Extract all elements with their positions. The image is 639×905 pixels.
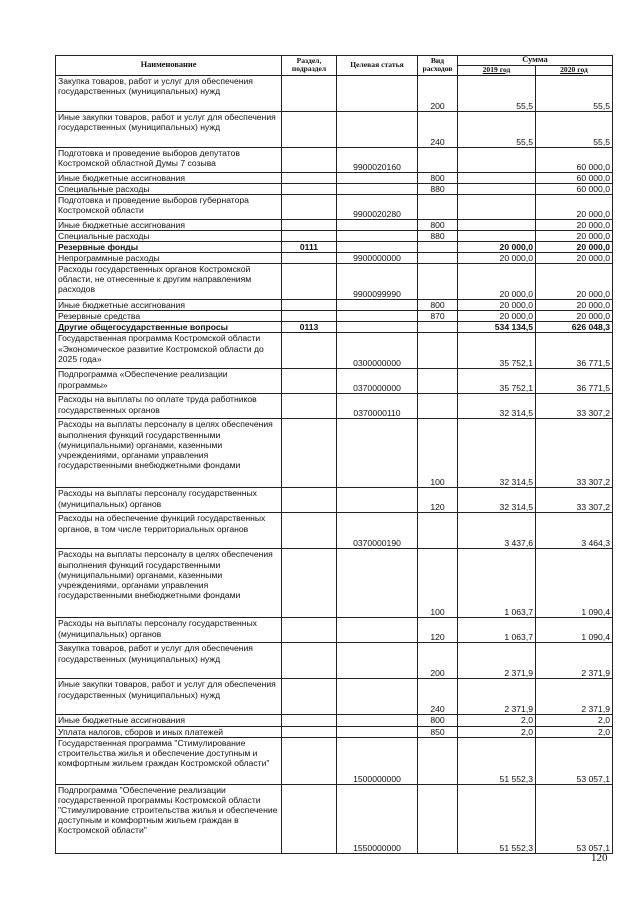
table-row xyxy=(56,194,613,219)
row-target-cell xyxy=(337,679,418,715)
row-2019-cell xyxy=(458,194,536,219)
row-2019-cell: 35 752,1 xyxy=(458,369,536,394)
row-type-cell: 850 xyxy=(418,726,458,737)
row-2020-cell: 55,5 xyxy=(536,111,613,147)
row-2020-cell: 20 000,0 xyxy=(536,300,613,311)
row-target-cell: 9900000000 xyxy=(337,253,418,264)
row-target-cell xyxy=(337,311,418,322)
row-type-cell: 100 xyxy=(418,419,458,488)
row-type-cell: 240 xyxy=(418,111,458,147)
row-2020-cell: 60 000,0 xyxy=(536,172,613,183)
table-body xyxy=(56,75,613,853)
row-target-cell: 9900020280 xyxy=(337,194,418,219)
row-target-cell xyxy=(337,219,418,230)
row-2020-cell: 33 307,2 xyxy=(536,488,613,513)
row-2019-cell xyxy=(458,230,536,241)
table-row xyxy=(56,369,613,394)
row-section-cell xyxy=(282,679,337,715)
budget-table xyxy=(55,55,613,854)
row-name-cell: Резервные средства xyxy=(56,311,282,322)
table-row xyxy=(56,737,613,784)
table-row xyxy=(56,726,613,737)
row-2020-cell: 36 771,5 xyxy=(536,369,613,394)
row-name-cell: Подготовка и проведение выборов губернатора Костромской области xyxy=(56,194,282,219)
row-section-cell: 0111 xyxy=(282,241,337,252)
row-type-cell xyxy=(418,394,458,419)
row-name-cell: Подпрограмма "Обеспечение реализации государственной программы Костромской области "Стимулирование строительства жилья и обеспечение доступным и комфортным жильем граждан в Костромской области" xyxy=(56,784,282,853)
table-row xyxy=(56,75,613,111)
row-target-cell: 0300000000 xyxy=(337,333,418,369)
row-type-cell xyxy=(418,147,458,172)
row-type-cell xyxy=(418,737,458,784)
row-2020-cell: 20 000,0 xyxy=(536,241,613,252)
row-2019-cell: 2 371,9 xyxy=(458,643,536,679)
table-row xyxy=(56,784,613,853)
row-2020-cell: 53 057,1 xyxy=(536,737,613,784)
row-target-cell xyxy=(337,726,418,737)
row-type-cell: 120 xyxy=(418,618,458,643)
row-2019-cell: 1 063,7 xyxy=(458,549,536,618)
row-2019-cell: 20 000,0 xyxy=(458,300,536,311)
row-2019-cell: 32 314,5 xyxy=(458,394,536,419)
row-2019-cell: 32 314,5 xyxy=(458,419,536,488)
row-name-cell: Иные закупки товаров, работ и услуг для обеспечения государственных (муниципальных) нужд xyxy=(56,111,282,147)
row-section-cell xyxy=(282,394,337,419)
row-name-cell: Резервные фонды xyxy=(56,241,282,252)
row-2019-cell xyxy=(458,219,536,230)
row-name-cell: Непрограммные расходы xyxy=(56,253,282,264)
row-2020-cell: 53 057,1 xyxy=(536,784,613,853)
row-type-cell xyxy=(418,264,458,300)
row-section-cell xyxy=(282,111,337,147)
table-row xyxy=(56,264,613,300)
page-number: 120 xyxy=(591,852,608,864)
row-section-cell xyxy=(282,737,337,784)
row-target-cell xyxy=(337,183,418,194)
table-row xyxy=(56,230,613,241)
row-target-cell xyxy=(337,715,418,726)
row-section-cell xyxy=(282,419,337,488)
row-target-cell xyxy=(337,230,418,241)
row-type-cell: 100 xyxy=(418,549,458,618)
table-row xyxy=(56,172,613,183)
row-name-cell: Другие общегосударственные вопросы xyxy=(56,322,282,333)
row-target-cell xyxy=(337,549,418,618)
row-type-cell: 800 xyxy=(418,715,458,726)
row-2020-cell: 2 371,9 xyxy=(536,679,613,715)
row-name-cell: Подготовка и проведение выборов депутатов Костромской областной Думы 7 созыва xyxy=(56,147,282,172)
row-2020-cell: 20 000,0 xyxy=(536,194,613,219)
row-section-cell xyxy=(282,230,337,241)
row-target-cell: 1500000000 xyxy=(337,737,418,784)
row-name-cell: Расходы на выплаты персоналу в целях обеспечения выполнения функций государственными (муниципальными) органами, казенными учреждениями, органами управления государственными внебюджетными фондами xyxy=(56,419,282,488)
table-row xyxy=(56,147,613,172)
row-target-cell xyxy=(337,322,418,333)
row-2020-cell: 1 090,4 xyxy=(536,549,613,618)
header-sum: Сумма xyxy=(458,56,613,66)
row-name-cell: Расходы на выплаты по оплате труда работников государственных органов xyxy=(56,394,282,419)
table-row xyxy=(56,333,613,369)
row-type-cell: 200 xyxy=(418,75,458,111)
budget-table-page xyxy=(55,55,612,854)
table-row xyxy=(56,253,613,264)
row-2020-cell: 33 307,2 xyxy=(536,419,613,488)
row-2019-cell xyxy=(458,172,536,183)
header-name: Наименование xyxy=(56,56,282,76)
row-target-cell xyxy=(337,419,418,488)
row-2019-cell xyxy=(458,183,536,194)
row-section-cell xyxy=(282,618,337,643)
row-2020-cell: 20 000,0 xyxy=(536,230,613,241)
row-2020-cell: 626 048,3 xyxy=(536,322,613,333)
row-2019-cell: 51 552,3 xyxy=(458,737,536,784)
row-name-cell: Расходы на обеспечение функций государственных органов, в том числе территориальных органов xyxy=(56,513,282,549)
row-target-cell xyxy=(337,111,418,147)
row-2019-cell: 51 552,3 xyxy=(458,784,536,853)
row-target-cell: 0370000190 xyxy=(337,513,418,549)
row-2019-cell: 35 752,1 xyxy=(458,333,536,369)
table-row xyxy=(56,394,613,419)
table-row xyxy=(56,241,613,252)
row-2020-cell: 33 307,2 xyxy=(536,394,613,419)
row-2019-cell: 32 314,5 xyxy=(458,488,536,513)
header-type: Вид расходов xyxy=(418,56,458,76)
table-row xyxy=(56,513,613,549)
row-2020-cell: 2,0 xyxy=(536,715,613,726)
row-type-cell: 120 xyxy=(418,488,458,513)
row-name-cell: Иные бюджетные ассигнования xyxy=(56,172,282,183)
row-2020-cell: 20 000,0 xyxy=(536,311,613,322)
row-section-cell xyxy=(282,488,337,513)
table-row xyxy=(56,643,613,679)
row-2019-cell: 2,0 xyxy=(458,726,536,737)
row-type-cell xyxy=(418,241,458,252)
table-row xyxy=(56,311,613,322)
row-section-cell xyxy=(282,75,337,111)
table-row xyxy=(56,183,613,194)
row-section-cell xyxy=(282,513,337,549)
row-2020-cell: 36 771,5 xyxy=(536,333,613,369)
row-2019-cell: 20 000,0 xyxy=(458,241,536,252)
row-type-cell xyxy=(418,322,458,333)
row-section-cell xyxy=(282,172,337,183)
row-2020-cell: 3 464,3 xyxy=(536,513,613,549)
table-row xyxy=(56,715,613,726)
row-target-cell: 0370000000 xyxy=(337,369,418,394)
row-name-cell: Подпрограмма «Обеспечение реализации программы» xyxy=(56,369,282,394)
table-row xyxy=(56,419,613,488)
row-name-cell: Специальные расходы xyxy=(56,183,282,194)
row-target-cell xyxy=(337,643,418,679)
table-row xyxy=(56,111,613,147)
row-type-cell: 880 xyxy=(418,183,458,194)
row-type-cell xyxy=(418,784,458,853)
row-section-cell xyxy=(282,311,337,322)
row-section-cell: 0113 xyxy=(282,322,337,333)
row-name-cell: Расходы на выплаты персоналу в целях обеспечения выполнения функций государственными (муниципальными) органами, казенными учреждениями, органами управления государственными внебюджетными фондами xyxy=(56,549,282,618)
row-type-cell xyxy=(418,369,458,394)
row-type-cell: 870 xyxy=(418,311,458,322)
row-name-cell: Расходы на выплаты персоналу государственных (муниципальных) органов xyxy=(56,618,282,643)
row-2019-cell: 20 000,0 xyxy=(458,311,536,322)
row-target-cell: 0370000110 xyxy=(337,394,418,419)
row-section-cell xyxy=(282,253,337,264)
row-2019-cell: 20 000,0 xyxy=(458,253,536,264)
table-row xyxy=(56,618,613,643)
row-section-cell xyxy=(282,300,337,311)
row-name-cell: Государственная программа Костромской области «Экономическое развитие Костромской области до 2025 года» xyxy=(56,333,282,369)
row-target-cell: 9900020160 xyxy=(337,147,418,172)
row-target-cell xyxy=(337,618,418,643)
table-row xyxy=(56,679,613,715)
row-type-cell xyxy=(418,253,458,264)
row-2020-cell: 2,0 xyxy=(536,726,613,737)
row-section-cell xyxy=(282,264,337,300)
row-type-cell: 800 xyxy=(418,219,458,230)
row-section-cell xyxy=(282,219,337,230)
row-type-cell xyxy=(418,513,458,549)
header-year-2020: 2020 год xyxy=(536,65,613,75)
row-name-cell: Специальные расходы xyxy=(56,230,282,241)
header-year-2019: 2019 год xyxy=(458,65,536,75)
row-target-cell xyxy=(337,300,418,311)
row-section-cell xyxy=(282,333,337,369)
row-2020-cell: 20 000,0 xyxy=(536,264,613,300)
table-row xyxy=(56,300,613,311)
row-name-cell: Иные бюджетные ассигнования xyxy=(56,300,282,311)
row-2020-cell: 55,5 xyxy=(536,75,613,111)
row-2019-cell: 3 437,6 xyxy=(458,513,536,549)
row-target-cell xyxy=(337,488,418,513)
row-section-cell xyxy=(282,715,337,726)
row-2019-cell: 534 134,5 xyxy=(458,322,536,333)
row-2020-cell: 20 000,0 xyxy=(536,219,613,230)
row-2019-cell: 1 063,7 xyxy=(458,618,536,643)
row-name-cell: Закупка товаров, работ и услуг для обеспечения государственных (муниципальных) нужд xyxy=(56,643,282,679)
row-type-cell: 880 xyxy=(418,230,458,241)
row-2019-cell xyxy=(458,147,536,172)
row-section-cell xyxy=(282,643,337,679)
header-target: Целевая статья xyxy=(337,56,418,76)
row-2019-cell: 20 000,0 xyxy=(458,264,536,300)
row-2019-cell: 2,0 xyxy=(458,715,536,726)
table-row xyxy=(56,322,613,333)
row-type-cell: 800 xyxy=(418,300,458,311)
row-2019-cell: 55,5 xyxy=(458,111,536,147)
row-2020-cell: 2 371,9 xyxy=(536,643,613,679)
row-section-cell xyxy=(282,183,337,194)
row-target-cell xyxy=(337,75,418,111)
table-row xyxy=(56,219,613,230)
row-type-cell: 240 xyxy=(418,679,458,715)
row-type-cell xyxy=(418,194,458,219)
row-target-cell: 9900099990 xyxy=(337,264,418,300)
table-row xyxy=(56,488,613,513)
row-section-cell xyxy=(282,549,337,618)
row-target-cell xyxy=(337,172,418,183)
row-section-cell xyxy=(282,194,337,219)
row-name-cell: Закупка товаров, работ и услуг для обеспечения государственных (муниципальных) нужд xyxy=(56,75,282,111)
row-2020-cell: 60 000,0 xyxy=(536,147,613,172)
row-type-cell: 200 xyxy=(418,643,458,679)
row-name-cell: Иные закупки товаров, работ и услуг для обеспечения государственных (муниципальных) нужд xyxy=(56,679,282,715)
row-type-cell: 800 xyxy=(418,172,458,183)
row-name-cell: Иные бюджетные ассигнования xyxy=(56,219,282,230)
row-2019-cell: 2 371,9 xyxy=(458,679,536,715)
row-name-cell: Расходы на выплаты персоналу государственных (муниципальных) органов xyxy=(56,488,282,513)
table-row xyxy=(56,549,613,618)
row-section-cell xyxy=(282,784,337,853)
row-section-cell xyxy=(282,147,337,172)
row-type-cell xyxy=(418,333,458,369)
row-2020-cell: 20 000,0 xyxy=(536,253,613,264)
row-target-cell: 1550000000 xyxy=(337,784,418,853)
row-target-cell xyxy=(337,241,418,252)
row-section-cell xyxy=(282,726,337,737)
row-name-cell: Расходы государственных органов Костромской области, не отнесенные к другим направлениям расходов xyxy=(56,264,282,300)
row-name-cell: Иные бюджетные ассигнования xyxy=(56,715,282,726)
row-2020-cell: 60 000,0 xyxy=(536,183,613,194)
row-name-cell: Уплата налогов, сборов и иных платежей xyxy=(56,726,282,737)
row-section-cell xyxy=(282,369,337,394)
header-section: Раздел, подраздел xyxy=(282,56,337,76)
row-2019-cell: 55,5 xyxy=(458,75,536,111)
row-name-cell: Государственная программа "Стимулирование строительства жилья и обеспечение доступным и комфортным жильем граждан Костромской области" xyxy=(56,737,282,784)
row-2020-cell: 1 090,4 xyxy=(536,618,613,643)
